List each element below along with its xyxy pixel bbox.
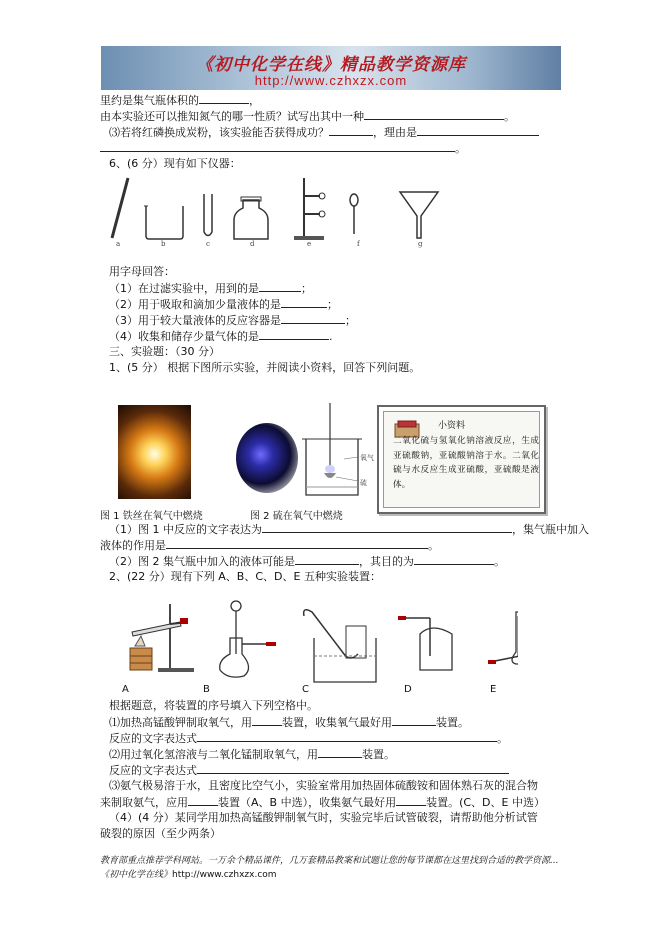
text: . xyxy=(329,330,333,343)
line-volume xyxy=(100,93,260,108)
instrument-label: d xyxy=(250,240,255,248)
question-6: 6、(6 分）现有如下仪器： xyxy=(109,157,241,170)
blank[interactable] xyxy=(417,125,539,136)
text: （3）用于较大量液体的反应容器是 xyxy=(109,314,281,327)
small-info-box xyxy=(377,405,546,514)
text: ， xyxy=(249,94,260,107)
text: 液体的作用是 xyxy=(100,539,166,552)
text: 里约是集气瓶体积的 xyxy=(100,94,199,107)
blank[interactable] xyxy=(281,313,345,324)
blank[interactable] xyxy=(197,763,509,774)
beaker-icon xyxy=(144,206,183,239)
small-info-body: 二氧化硫与氢氧化钠溶液反应，生成亚硫酸钠，亚硫酸钠溶于水。二氧化硫与水反应生成亚硫酸，亚硫酸是液体。 xyxy=(393,436,539,490)
text: （2）用于吸取和滴加少量液体的是 xyxy=(109,298,281,311)
line-charcoal xyxy=(109,125,539,140)
blank[interactable] xyxy=(364,109,504,120)
text: 。 xyxy=(428,539,439,552)
instrument-label: e xyxy=(307,240,312,248)
apparatus-label: B xyxy=(203,684,210,695)
apparatus-label: A xyxy=(122,684,129,695)
header-banner xyxy=(101,46,561,90)
apparatus-d-icon xyxy=(398,616,452,670)
text: ，其目的为 xyxy=(359,555,414,568)
instrument-label: c xyxy=(206,240,210,248)
q-kmno4 xyxy=(109,715,469,730)
oxygen-label: 氧气 xyxy=(360,454,374,462)
blank[interactable] xyxy=(166,538,428,549)
instrument-label: f xyxy=(357,240,360,248)
text: 。 xyxy=(504,110,515,123)
text: 。 xyxy=(455,142,466,155)
text: ⑵用过氧化氢溶液与二氧化锰制取氧气，用 xyxy=(109,748,318,761)
footer-text: 教育部重点推荐学科网站。一万余个精品课件，几万套精品教案和试题让您的每节课都在这里找到合适的教学资源...《初中化学在线》 xyxy=(100,856,559,880)
instruments-figure xyxy=(108,172,468,250)
apparatus-label: C xyxy=(302,684,309,695)
blank[interactable] xyxy=(392,715,436,726)
text: ； xyxy=(327,298,338,311)
experiment-2: 2、(22 分）现有下列 A、B、C、D、E 五种实验装置： xyxy=(109,570,381,583)
blank[interactable] xyxy=(396,795,426,806)
banner-title: 《初中化学在线》精品教学资源库 xyxy=(196,55,466,75)
apparatus-label: D xyxy=(404,684,412,695)
apparatus-figure xyxy=(118,596,518,684)
fill-intro: 根据题意，将装置的序号填入下列空格中。 xyxy=(109,699,318,712)
footer-note xyxy=(100,854,562,882)
iron-stand-icon xyxy=(294,178,325,240)
text: （1）图 1 中反应的文字表达为 xyxy=(109,523,262,536)
blank[interactable] xyxy=(329,125,373,136)
text: 由本实验还可以推知氮气的哪一性质？试写出其中一种 xyxy=(100,110,364,123)
banner-url[interactable]: http://www.czhxzx.com xyxy=(254,73,408,88)
use-letters: 用字母回答： xyxy=(109,265,175,278)
text: 装置，收集氧气最好用 xyxy=(282,716,392,729)
blank[interactable] xyxy=(100,141,455,152)
line-continue xyxy=(100,141,466,156)
dropper-icon xyxy=(350,194,358,234)
figure-2-caption: 图 2 硫在氧气中燃烧 xyxy=(250,511,343,522)
test-tube-icon xyxy=(204,194,212,236)
text: 装置。 xyxy=(362,748,395,761)
apparatus-a-icon xyxy=(130,604,194,672)
line-nitrogen xyxy=(100,109,515,124)
glass-rod-icon xyxy=(112,178,128,238)
q-tube-broken-cont: 破裂的原因（至少两条） xyxy=(100,827,221,840)
text: ； xyxy=(301,282,312,295)
blank[interactable] xyxy=(295,554,359,565)
blank[interactable] xyxy=(262,522,512,533)
text: 。 xyxy=(494,555,505,568)
blank[interactable] xyxy=(197,731,497,742)
blank[interactable] xyxy=(318,747,362,758)
text: 。 xyxy=(497,732,508,745)
text: ，理由是 xyxy=(373,126,417,139)
text: （1）在过滤实验中，用到的是 xyxy=(109,282,259,295)
q-h2o2 xyxy=(109,747,395,762)
q-ammonia: ⑶氨气极易溶于水，且密度比空气小，实验室常用加热固体硫酸铵和固体熟石灰的混合物 xyxy=(109,779,538,792)
instrument-label: a xyxy=(116,240,121,248)
funnel-icon xyxy=(400,192,438,238)
text: 装置。(C、D、E 中选） xyxy=(426,796,545,809)
apparatus-e-icon xyxy=(488,612,518,664)
sulfur-label: 硫 xyxy=(360,479,367,487)
text: （2）图 2 集气瓶中加入的液体可能是 xyxy=(109,555,295,568)
text: （4）收集和储存少量气体的是 xyxy=(109,330,259,343)
apparatus-c-icon xyxy=(304,610,376,682)
sub-question-1 xyxy=(109,281,312,296)
text: 装置（A、B 中选），收集氨气最好用 xyxy=(218,796,397,809)
blank[interactable] xyxy=(281,297,327,308)
text: 装置。 xyxy=(436,716,469,729)
blank[interactable] xyxy=(414,554,494,565)
blank[interactable] xyxy=(259,281,301,292)
q-h2o2-eq xyxy=(109,763,509,778)
text: ； xyxy=(345,314,356,327)
blank[interactable] xyxy=(259,329,329,340)
part-1 xyxy=(109,522,589,537)
blank[interactable] xyxy=(252,715,282,726)
part-1-cont xyxy=(100,538,439,553)
text: 来制取氨气，应用 xyxy=(100,796,188,809)
part-2 xyxy=(109,554,505,569)
blank[interactable] xyxy=(199,93,249,104)
experiment-1: 1、(5 分） 根据下图所示实验，并阅读小资料，回答下列问题。 xyxy=(109,361,421,374)
text: 反应的文字表达式 xyxy=(109,764,197,777)
q-kmno4-eq xyxy=(109,731,508,746)
sulfur-burning-photo xyxy=(236,423,298,493)
footer-url[interactable]: http://www.czhxzx.com xyxy=(172,870,277,880)
sub-question-4 xyxy=(109,329,333,344)
instrument-label: g xyxy=(418,240,423,248)
apparatus-label: E xyxy=(490,684,497,695)
q-tube-broken: （4）(4 分）某同学用加热高锰酸钾制氧气时，实验完毕后试管破裂，请帮助他分析试管 xyxy=(109,811,538,824)
instrument-label: b xyxy=(161,240,166,248)
text: ⑶若将红磷换成炭粉，该实验能否获得成功？ xyxy=(109,126,329,139)
q-ammonia-cont xyxy=(100,795,545,810)
section-3-heading: 三、实验题：（30 分） xyxy=(109,345,220,358)
iron-burning-photo xyxy=(118,405,191,499)
small-info-title: 小资料 xyxy=(438,421,466,431)
apparatus-b-icon xyxy=(220,601,276,677)
figure-1-caption: 图 1 铁丝在氧气中燃烧 xyxy=(100,511,203,522)
sub-question-2 xyxy=(109,297,338,312)
text: 反应的文字表达式 xyxy=(109,732,197,745)
text: ⑴加热高锰酸钾制取氧气，用 xyxy=(109,716,252,729)
blank[interactable] xyxy=(188,795,218,806)
small-info-inner xyxy=(383,411,540,508)
text: ，集气瓶中加入 xyxy=(512,523,589,536)
sub-question-3 xyxy=(109,313,356,328)
gas-jar-icon xyxy=(234,197,268,239)
